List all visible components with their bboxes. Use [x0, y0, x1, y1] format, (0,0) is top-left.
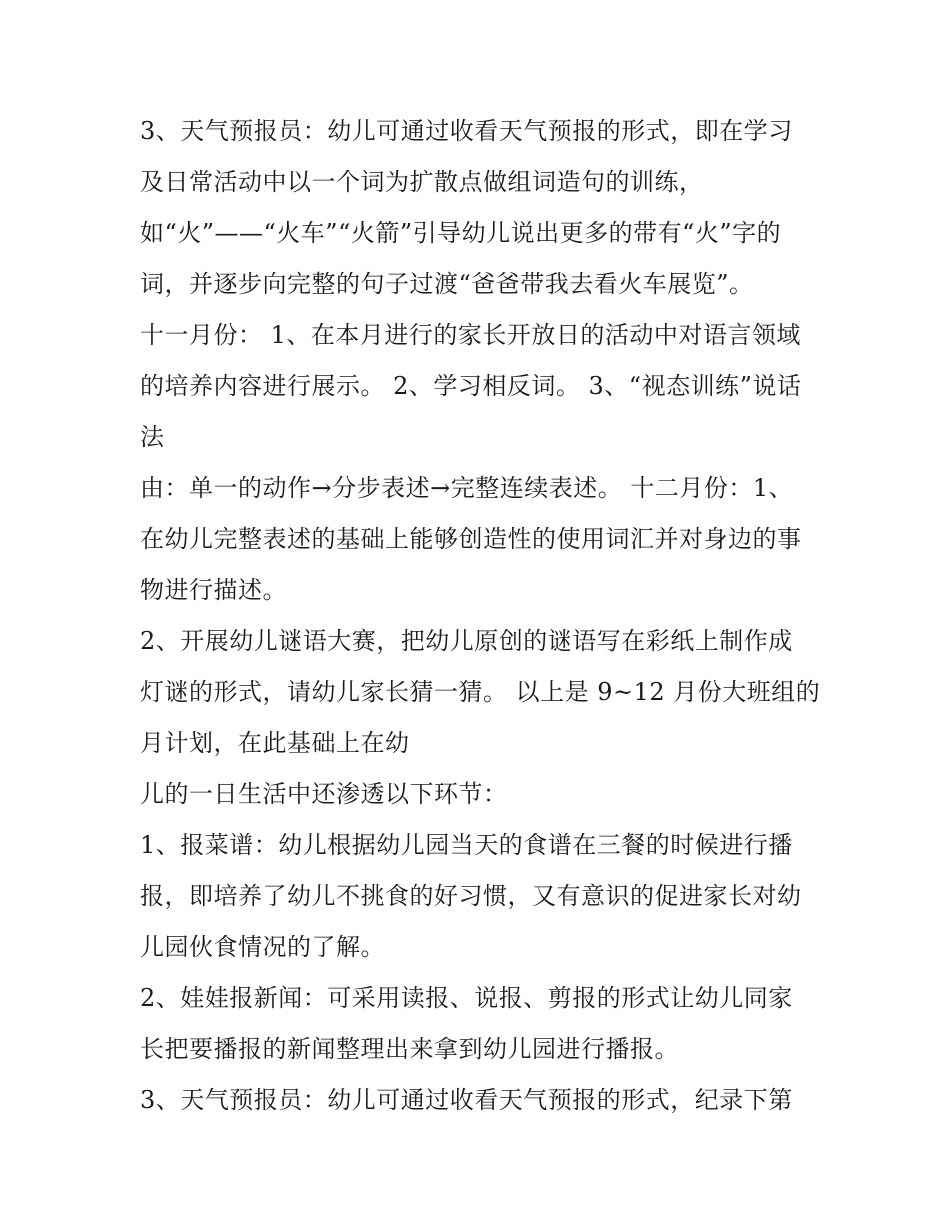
- text-line: 的培养内容进行展示。 2、学习相反词。 3、“视态训练”说话: [140, 372, 802, 400]
- text-line: 1、报菜谱：幼儿根据幼儿园当天的食谱在三餐的时候进行播: [140, 831, 793, 859]
- text-line: 报，即培养了幼儿不挑食的好习惯，又有意识的促进家长对幼: [140, 882, 802, 910]
- text-line: 如“火”——“火车”“火箭”引导幼儿说出更多的带有“火”字的: [140, 219, 782, 247]
- text-line: 3、天气预报员：幼儿可通过收看天气预报的形式，纪录下第: [140, 1086, 793, 1114]
- text-line: 2、娃娃报新闻：可采用读报、说报、剪报的形式让幼儿同家: [140, 984, 793, 1012]
- text-line: 2、开展幼儿谜语大赛，把幼儿原创的谜语写在彩纸上制作成: [140, 627, 793, 655]
- text-line: 儿的一日生活中还渗透以下环节：: [140, 780, 508, 808]
- text-line: 法: [140, 423, 165, 451]
- text-line: 灯谜的形式，请幼儿家长猜一猜。 以上是 9~12 月份大班组的: [140, 678, 821, 706]
- text-line: 月计划，在此基础上在幼: [140, 729, 410, 757]
- text-line: 词，并逐步向完整的句子过渡“爸爸带我去看火车展览”。: [140, 270, 754, 298]
- text-line: 物进行描述。: [140, 576, 287, 604]
- text-line: 在幼儿完整表述的基础上能够创造性的使用词汇并对身边的事: [140, 525, 802, 553]
- text-line: 及日常活动中以一个词为扩散点做组词造句的训练，: [140, 168, 704, 196]
- document-body: [140, 106, 830, 1126]
- text-line: 由：单一的动作→分步表述→完整连续表述。 十二月份：1、: [140, 474, 794, 502]
- text-line: 长把要播报的新闻整理出来拿到幼儿园进行播报。: [140, 1035, 679, 1063]
- text-line: 儿园伙食情况的了解。: [140, 933, 385, 961]
- text-line: 3、天气预报员：幼儿可通过收看天气预报的形式，即在学习: [140, 117, 793, 145]
- text-line: 十一月份： 1、在本月进行的家长开放日的活动中对语言领域: [140, 321, 801, 349]
